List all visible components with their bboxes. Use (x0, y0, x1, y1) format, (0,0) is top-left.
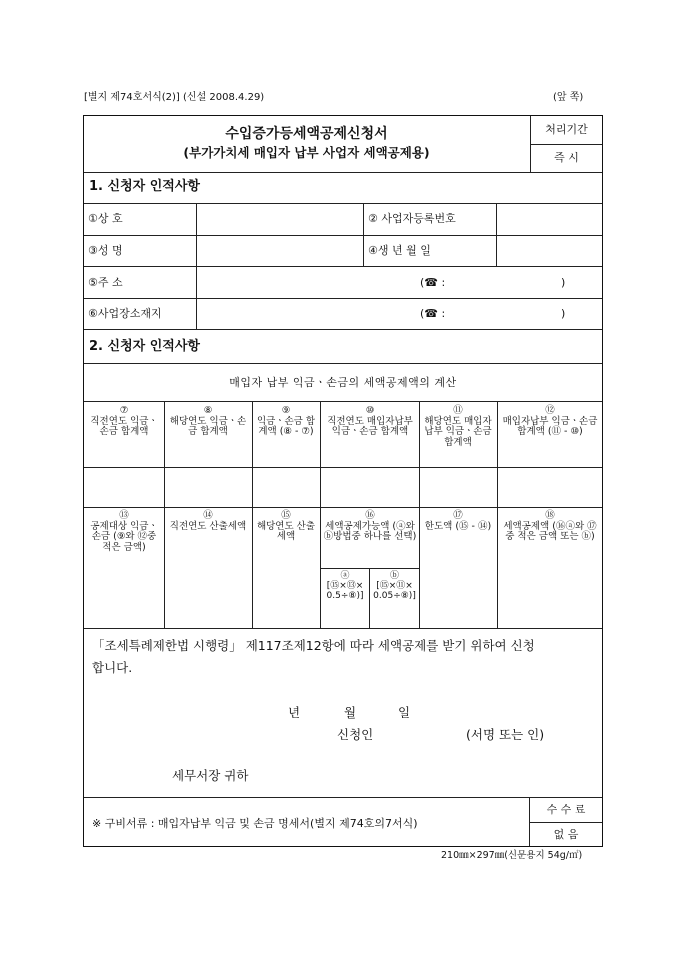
paper-spec: 210㎜×297㎜(신문용지 54g/㎡) (441, 850, 583, 861)
col9-value[interactable] (253, 468, 319, 506)
address-phone-label: (☎ : (420, 276, 446, 289)
declaration-line2: 합니다. (92, 660, 133, 675)
form-reference: [별지 제74호서식(2)] (신설 2008.4.29) (84, 92, 265, 103)
col11-value[interactable] (420, 468, 496, 506)
trade-name-label: ①상 호 (88, 212, 123, 225)
col17-header: ⑰ 한도액 (⑮ - ⑭) (424, 510, 492, 532)
fee-value: 없 음 (553, 828, 579, 841)
workplace-phone-close: ) (561, 307, 566, 320)
col11-header: ⑪ 해당연도 매입자납부 익금ㆍ손금 합계액 (424, 405, 492, 448)
biz-reg-no-field[interactable] (497, 204, 601, 234)
form-subtitle: (부가가치세 매입자 납부 사업자 세액공제용) (183, 145, 430, 160)
method-b-cell[interactable]: ⓑ [⑮×⑪× 0.05÷⑧)] (373, 571, 416, 601)
fee-label: 수 수 료 (546, 803, 586, 816)
name-label: ③성 명 (88, 244, 123, 257)
col14-header: ⑭ 직전연도 산출세액 (169, 510, 247, 532)
col7-value[interactable] (85, 468, 163, 506)
declaration-line1: 「조세특례제한법 시행령」 제117조제12항에 따라 세액공제를 받기 위하여 신청 (92, 638, 535, 653)
col7-header: ⑦ 직전연도 익금ㆍ손금 합계액 (90, 405, 158, 437)
col12-header: ⑫ 매입자납부 익금ㆍ손금 합계액 (⑪ - ⑩) (502, 405, 598, 437)
birth-date-label: ④생 년 월 일 (368, 244, 431, 257)
name-field[interactable] (197, 236, 362, 265)
col10-header: ⑩ 직전연도 매입자납부 익금ㆍ손금 합계액 (327, 405, 413, 437)
form-title: 수입증가등세액공제신청서 (225, 126, 388, 142)
processing-period-value: 즉 시 (554, 151, 579, 164)
method-a-cell[interactable]: ⓐ [⑮×⑬× 0.5÷⑧)] (326, 571, 364, 601)
addressee: 세무서장 귀하 (172, 768, 249, 783)
date-month-label: 월 (344, 705, 357, 720)
workplace-label: ⑥사업장소재지 (88, 307, 162, 320)
col16-header: ⑯ 세액공제가능액 (ⓐ와ⓑ방법중 하나를 선택) (323, 510, 417, 542)
col9-header: ⑨ 익금ㆍ손금 합계액 (⑧ - ⑦) (256, 405, 316, 437)
address-field[interactable] (197, 267, 601, 297)
section1-heading: 1. 신청자 인적사항 (89, 179, 200, 194)
workplace-field[interactable] (197, 299, 601, 328)
col13-header: ⑬ 공제대상 익금ㆍ손금 (⑨와 ⑫중 적은 금액) (90, 510, 158, 553)
section2-heading: 2. 신청자 인적사항 (89, 339, 200, 354)
trade-name-field[interactable] (197, 204, 362, 234)
birth-date-field[interactable] (497, 236, 601, 265)
attachments-note: ※ 구비서류 : 매입자납부 익금 및 손금 명세서(별지 제74호의7서식) (92, 817, 418, 830)
workplace-phone-label: (☎ : (420, 307, 446, 320)
address-label: ⑤주 소 (88, 276, 123, 289)
col8-value[interactable] (165, 468, 251, 506)
date-year-label: 년 (288, 705, 301, 720)
applicant-label: 신청인 (337, 727, 374, 742)
address-phone-close: ) (561, 276, 566, 289)
biz-reg-no-label: ② 사업자등록번호 (368, 212, 456, 225)
calc-table-title: 매입자 납부 익금ㆍ손금의 세액공제액의 계산 (229, 376, 457, 389)
col18-header: ⑱ 세액공제액 (⑯ⓐ와 ⑰중 적은 금액 또는 ⓑ) (503, 510, 597, 542)
col10-value[interactable] (321, 468, 418, 506)
page-side-label: (앞 쪽) (553, 92, 584, 103)
col12-value[interactable] (498, 468, 601, 506)
processing-period-label: 처리기간 (545, 123, 588, 136)
col15-header: ⑮ 해당연도 산출세액 (256, 510, 316, 542)
signature-label: (서명 또는 인) (466, 727, 545, 742)
date-day-label: 일 (398, 705, 411, 720)
col8-header: ⑧ 해당연도 익금ㆍ손금 합계액 (169, 405, 247, 437)
